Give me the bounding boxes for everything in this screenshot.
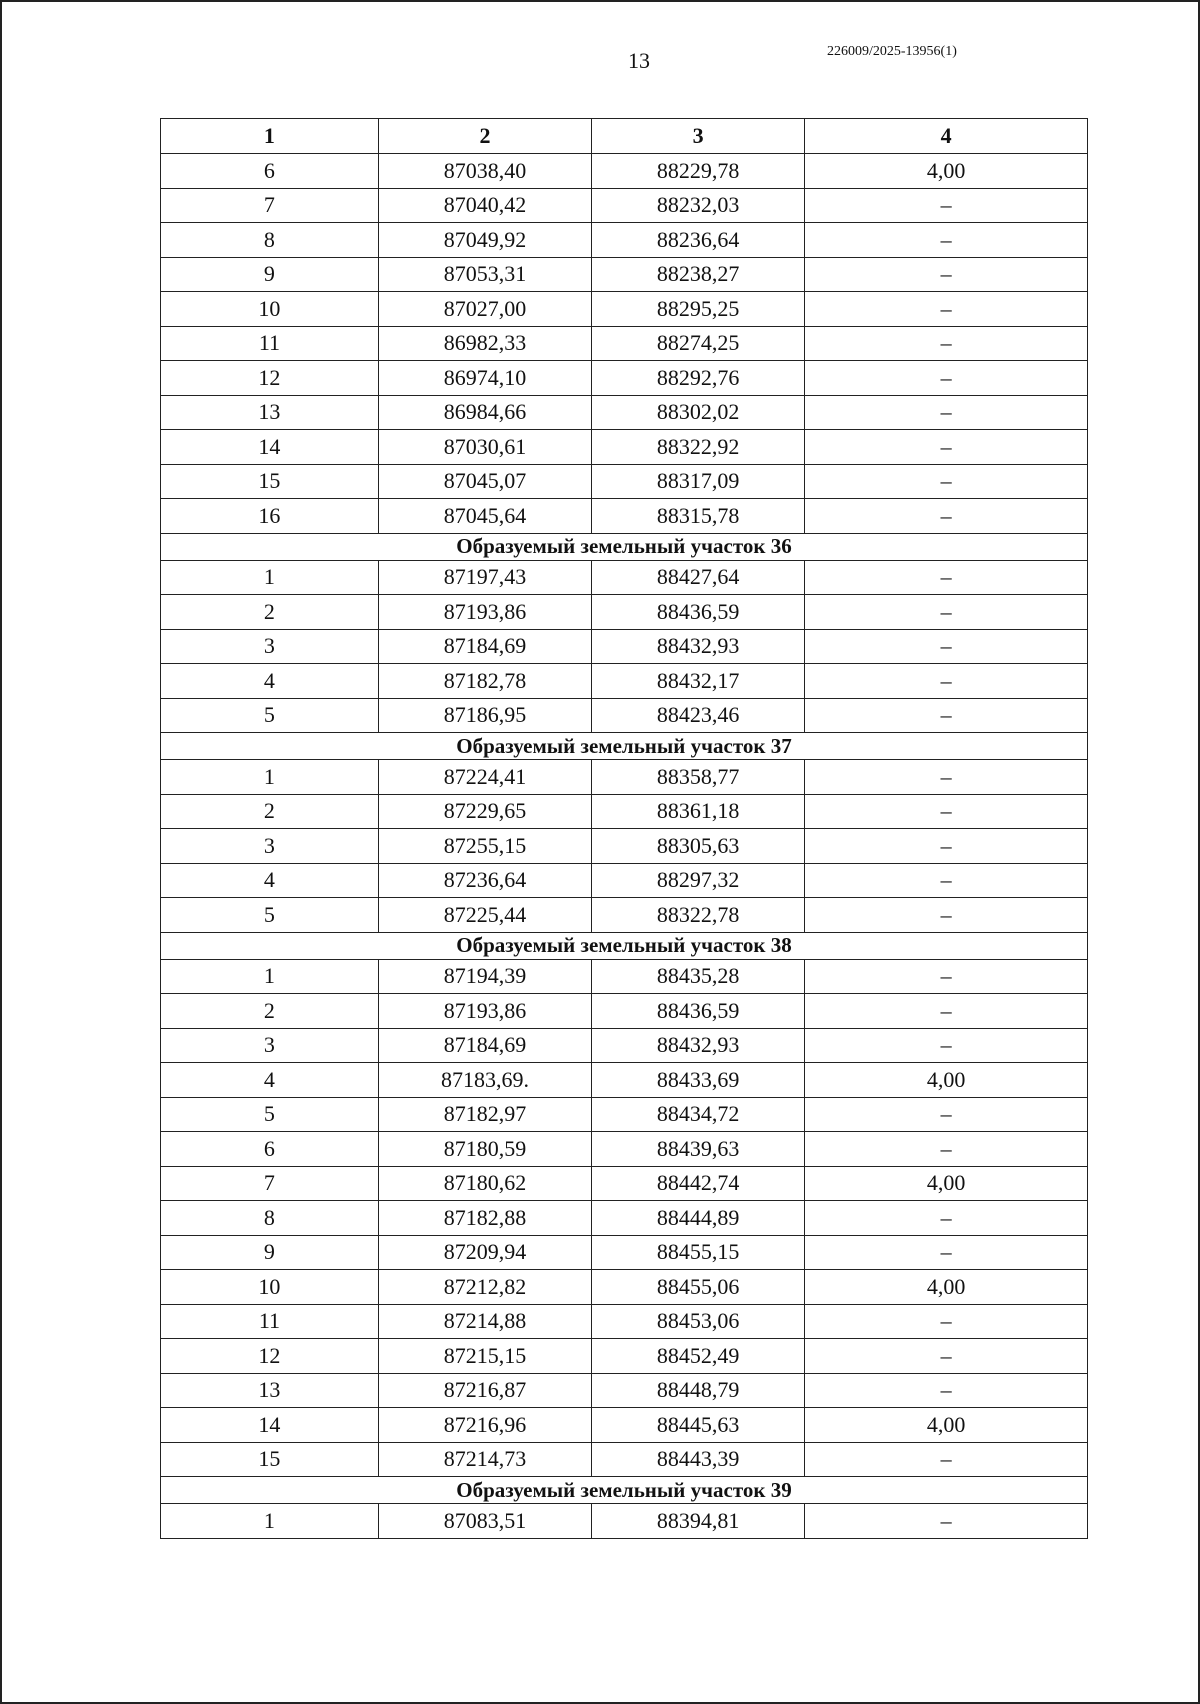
coordinates-table bbox=[160, 118, 1088, 1539]
value-cell: – bbox=[805, 664, 1088, 699]
table-row bbox=[161, 1063, 1088, 1098]
table-row bbox=[161, 664, 1088, 699]
y-coordinate-cell: 88455,06 bbox=[592, 1270, 805, 1305]
value-cell: – bbox=[805, 1373, 1088, 1408]
y-coordinate-cell: 88305,63 bbox=[592, 829, 805, 864]
x-coordinate-cell: 86974,10 bbox=[378, 361, 591, 396]
point-number-cell: 5 bbox=[161, 1097, 379, 1132]
x-coordinate-cell: 87182,78 bbox=[378, 664, 591, 699]
table-row bbox=[161, 1408, 1088, 1443]
point-number-cell: 10 bbox=[161, 1270, 379, 1305]
value-cell: – bbox=[805, 326, 1088, 361]
y-coordinate-cell: 88433,69 bbox=[592, 1063, 805, 1098]
value-cell: – bbox=[805, 829, 1088, 864]
point-number-cell: 16 bbox=[161, 499, 379, 534]
point-number-cell: 2 bbox=[161, 994, 379, 1029]
y-coordinate-cell: 88394,81 bbox=[592, 1504, 805, 1539]
value-cell: – bbox=[805, 760, 1088, 795]
y-coordinate-cell: 88358,77 bbox=[592, 760, 805, 795]
y-coordinate-cell: 88292,76 bbox=[592, 361, 805, 396]
point-number-cell: 10 bbox=[161, 292, 379, 327]
x-coordinate-cell: 87049,92 bbox=[378, 223, 591, 258]
value-cell: 4,00 bbox=[805, 1166, 1088, 1201]
table-row bbox=[161, 698, 1088, 733]
y-coordinate-cell: 88315,78 bbox=[592, 499, 805, 534]
table-row bbox=[161, 994, 1088, 1029]
value-cell: – bbox=[805, 188, 1088, 223]
y-coordinate-cell: 88435,28 bbox=[592, 959, 805, 994]
point-number-cell: 3 bbox=[161, 829, 379, 864]
table-row bbox=[161, 257, 1088, 292]
table-row bbox=[161, 959, 1088, 994]
value-cell: – bbox=[805, 1339, 1088, 1374]
value-cell: – bbox=[805, 223, 1088, 258]
value-cell: – bbox=[805, 1132, 1088, 1167]
point-number-cell: 5 bbox=[161, 698, 379, 733]
y-coordinate-cell: 88423,46 bbox=[592, 698, 805, 733]
table-row bbox=[161, 361, 1088, 396]
x-coordinate-cell: 87193,86 bbox=[378, 595, 591, 630]
value-cell: – bbox=[805, 698, 1088, 733]
column-header: 2 bbox=[378, 119, 591, 154]
table-row bbox=[161, 794, 1088, 829]
value-cell: – bbox=[805, 1028, 1088, 1063]
table-row bbox=[161, 499, 1088, 534]
value-cell: 4,00 bbox=[805, 1270, 1088, 1305]
value-cell: – bbox=[805, 898, 1088, 933]
value-cell: – bbox=[805, 464, 1088, 499]
table-row bbox=[161, 395, 1088, 430]
point-number-cell: 8 bbox=[161, 1201, 379, 1236]
value-cell: – bbox=[805, 1201, 1088, 1236]
x-coordinate-cell: 87229,65 bbox=[378, 794, 591, 829]
value-cell: – bbox=[805, 257, 1088, 292]
x-coordinate-cell: 87209,94 bbox=[378, 1235, 591, 1270]
point-number-cell: 4 bbox=[161, 1063, 379, 1098]
table-row bbox=[161, 1235, 1088, 1270]
value-cell: 4,00 bbox=[805, 1408, 1088, 1443]
point-number-cell: 9 bbox=[161, 1235, 379, 1270]
x-coordinate-cell: 87083,51 bbox=[378, 1504, 591, 1539]
point-number-cell: 4 bbox=[161, 863, 379, 898]
table-row bbox=[161, 863, 1088, 898]
value-cell: – bbox=[805, 1304, 1088, 1339]
x-coordinate-cell: 87182,88 bbox=[378, 1201, 591, 1236]
point-number-cell: 1 bbox=[161, 760, 379, 795]
x-coordinate-cell: 86984,66 bbox=[378, 395, 591, 430]
table-row bbox=[161, 629, 1088, 664]
table-row bbox=[161, 560, 1088, 595]
table-row bbox=[161, 829, 1088, 864]
section-title: Образуемый земельный участок 37 bbox=[161, 733, 1088, 760]
y-coordinate-cell: 88427,64 bbox=[592, 560, 805, 595]
point-number-cell: 15 bbox=[161, 1442, 379, 1477]
y-coordinate-cell: 88455,15 bbox=[592, 1235, 805, 1270]
x-coordinate-cell: 87186,95 bbox=[378, 698, 591, 733]
y-coordinate-cell: 88432,93 bbox=[592, 629, 805, 664]
point-number-cell: 2 bbox=[161, 595, 379, 630]
value-cell: – bbox=[805, 994, 1088, 1029]
x-coordinate-cell: 87224,41 bbox=[378, 760, 591, 795]
table-row bbox=[161, 1270, 1088, 1305]
x-coordinate-cell: 87236,64 bbox=[378, 863, 591, 898]
table-row bbox=[161, 430, 1088, 465]
y-coordinate-cell: 88432,93 bbox=[592, 1028, 805, 1063]
x-coordinate-cell: 87183,69. bbox=[378, 1063, 591, 1098]
section-title: Образуемый земельный участок 36 bbox=[161, 533, 1088, 560]
table-row bbox=[161, 1373, 1088, 1408]
point-number-cell: 1 bbox=[161, 959, 379, 994]
y-coordinate-cell: 88436,59 bbox=[592, 994, 805, 1029]
value-cell: 4,00 bbox=[805, 154, 1088, 189]
y-coordinate-cell: 88452,49 bbox=[592, 1339, 805, 1374]
y-coordinate-cell: 88442,74 bbox=[592, 1166, 805, 1201]
value-cell: – bbox=[805, 560, 1088, 595]
y-coordinate-cell: 88297,32 bbox=[592, 863, 805, 898]
value-cell: – bbox=[805, 959, 1088, 994]
table-row bbox=[161, 1201, 1088, 1236]
value-cell: – bbox=[805, 1504, 1088, 1539]
x-coordinate-cell: 87045,07 bbox=[378, 464, 591, 499]
y-coordinate-cell: 88322,92 bbox=[592, 430, 805, 465]
section-header-row bbox=[161, 533, 1088, 560]
x-coordinate-cell: 87193,86 bbox=[378, 994, 591, 1029]
point-number-cell: 15 bbox=[161, 464, 379, 499]
value-cell: – bbox=[805, 499, 1088, 534]
x-coordinate-cell: 87214,73 bbox=[378, 1442, 591, 1477]
x-coordinate-cell: 87255,15 bbox=[378, 829, 591, 864]
point-number-cell: 1 bbox=[161, 560, 379, 595]
value-cell: – bbox=[805, 292, 1088, 327]
value-cell: – bbox=[805, 1097, 1088, 1132]
x-coordinate-cell: 87216,87 bbox=[378, 1373, 591, 1408]
point-number-cell: 6 bbox=[161, 154, 379, 189]
point-number-cell: 9 bbox=[161, 257, 379, 292]
section-title: Образуемый земельный участок 39 bbox=[161, 1477, 1088, 1504]
table-row bbox=[161, 1442, 1088, 1477]
section-header-row bbox=[161, 1477, 1088, 1504]
point-number-cell: 13 bbox=[161, 1373, 379, 1408]
x-coordinate-cell: 87180,62 bbox=[378, 1166, 591, 1201]
y-coordinate-cell: 88232,03 bbox=[592, 188, 805, 223]
y-coordinate-cell: 88453,06 bbox=[592, 1304, 805, 1339]
x-coordinate-cell: 87053,31 bbox=[378, 257, 591, 292]
y-coordinate-cell: 88317,09 bbox=[592, 464, 805, 499]
value-cell: – bbox=[805, 595, 1088, 630]
point-number-cell: 14 bbox=[161, 430, 379, 465]
y-coordinate-cell: 88439,63 bbox=[592, 1132, 805, 1167]
column-header: 1 bbox=[161, 119, 379, 154]
table-row bbox=[161, 1339, 1088, 1374]
y-coordinate-cell: 88229,78 bbox=[592, 154, 805, 189]
table-row bbox=[161, 326, 1088, 361]
point-number-cell: 2 bbox=[161, 794, 379, 829]
y-coordinate-cell: 88361,18 bbox=[592, 794, 805, 829]
table-row bbox=[161, 223, 1088, 258]
x-coordinate-cell: 87197,43 bbox=[378, 560, 591, 595]
value-cell: 4,00 bbox=[805, 1063, 1088, 1098]
y-coordinate-cell: 88448,79 bbox=[592, 1373, 805, 1408]
point-number-cell: 13 bbox=[161, 395, 379, 430]
point-number-cell: 7 bbox=[161, 188, 379, 223]
value-cell: – bbox=[805, 863, 1088, 898]
y-coordinate-cell: 88295,25 bbox=[592, 292, 805, 327]
table-row bbox=[161, 760, 1088, 795]
y-coordinate-cell: 88436,59 bbox=[592, 595, 805, 630]
value-cell: – bbox=[805, 1442, 1088, 1477]
x-coordinate-cell: 87030,61 bbox=[378, 430, 591, 465]
page-number: 13 bbox=[628, 48, 650, 73]
y-coordinate-cell: 88445,63 bbox=[592, 1408, 805, 1443]
value-cell: – bbox=[805, 1235, 1088, 1270]
x-coordinate-cell: 87045,64 bbox=[378, 499, 591, 534]
x-coordinate-cell: 87225,44 bbox=[378, 898, 591, 933]
table-row bbox=[161, 154, 1088, 189]
value-cell: – bbox=[805, 361, 1088, 396]
y-coordinate-cell: 88302,02 bbox=[592, 395, 805, 430]
point-number-cell: 8 bbox=[161, 223, 379, 258]
y-coordinate-cell: 88444,89 bbox=[592, 1201, 805, 1236]
value-cell: – bbox=[805, 395, 1088, 430]
y-coordinate-cell: 88322,78 bbox=[592, 898, 805, 933]
point-number-cell: 3 bbox=[161, 1028, 379, 1063]
x-coordinate-cell: 86982,33 bbox=[378, 326, 591, 361]
table-row bbox=[161, 188, 1088, 223]
x-coordinate-cell: 87040,42 bbox=[378, 188, 591, 223]
point-number-cell: 11 bbox=[161, 326, 379, 361]
x-coordinate-cell: 87180,59 bbox=[378, 1132, 591, 1167]
point-number-cell: 12 bbox=[161, 361, 379, 396]
column-header: 3 bbox=[592, 119, 805, 154]
y-coordinate-cell: 88274,25 bbox=[592, 326, 805, 361]
point-number-cell: 12 bbox=[161, 1339, 379, 1374]
x-coordinate-cell: 87184,69 bbox=[378, 629, 591, 664]
point-number-cell: 11 bbox=[161, 1304, 379, 1339]
x-coordinate-cell: 87184,69 bbox=[378, 1028, 591, 1063]
section-header-row bbox=[161, 733, 1088, 760]
y-coordinate-cell: 88443,39 bbox=[592, 1442, 805, 1477]
x-coordinate-cell: 87027,00 bbox=[378, 292, 591, 327]
table-row bbox=[161, 1028, 1088, 1063]
table-row bbox=[161, 1304, 1088, 1339]
x-coordinate-cell: 87215,15 bbox=[378, 1339, 591, 1374]
y-coordinate-cell: 88434,72 bbox=[592, 1097, 805, 1132]
section-title: Образуемый земельный участок 38 bbox=[161, 932, 1088, 959]
table-row bbox=[161, 464, 1088, 499]
point-number-cell: 4 bbox=[161, 664, 379, 699]
y-coordinate-cell: 88238,27 bbox=[592, 257, 805, 292]
section-header-row bbox=[161, 932, 1088, 959]
column-header: 4 bbox=[805, 119, 1088, 154]
x-coordinate-cell: 87214,88 bbox=[378, 1304, 591, 1339]
document-id: 226009/2025-13956(1) bbox=[827, 44, 957, 59]
table-body bbox=[161, 154, 1088, 1539]
y-coordinate-cell: 88236,64 bbox=[592, 223, 805, 258]
x-coordinate-cell: 87194,39 bbox=[378, 959, 591, 994]
point-number-cell: 1 bbox=[161, 1504, 379, 1539]
value-cell: – bbox=[805, 794, 1088, 829]
x-coordinate-cell: 87212,82 bbox=[378, 1270, 591, 1305]
table-row bbox=[161, 1132, 1088, 1167]
x-coordinate-cell: 87038,40 bbox=[378, 154, 591, 189]
table-row bbox=[161, 292, 1088, 327]
table-row bbox=[161, 1504, 1088, 1539]
point-number-cell: 5 bbox=[161, 898, 379, 933]
value-cell: – bbox=[805, 430, 1088, 465]
x-coordinate-cell: 87182,97 bbox=[378, 1097, 591, 1132]
table-row bbox=[161, 1166, 1088, 1201]
table-row bbox=[161, 595, 1088, 630]
point-number-cell: 7 bbox=[161, 1166, 379, 1201]
point-number-cell: 3 bbox=[161, 629, 379, 664]
table-header-row bbox=[161, 119, 1088, 154]
x-coordinate-cell: 87216,96 bbox=[378, 1408, 591, 1443]
point-number-cell: 14 bbox=[161, 1408, 379, 1443]
point-number-cell: 6 bbox=[161, 1132, 379, 1167]
table-row bbox=[161, 898, 1088, 933]
table-row bbox=[161, 1097, 1088, 1132]
value-cell: – bbox=[805, 629, 1088, 664]
y-coordinate-cell: 88432,17 bbox=[592, 664, 805, 699]
